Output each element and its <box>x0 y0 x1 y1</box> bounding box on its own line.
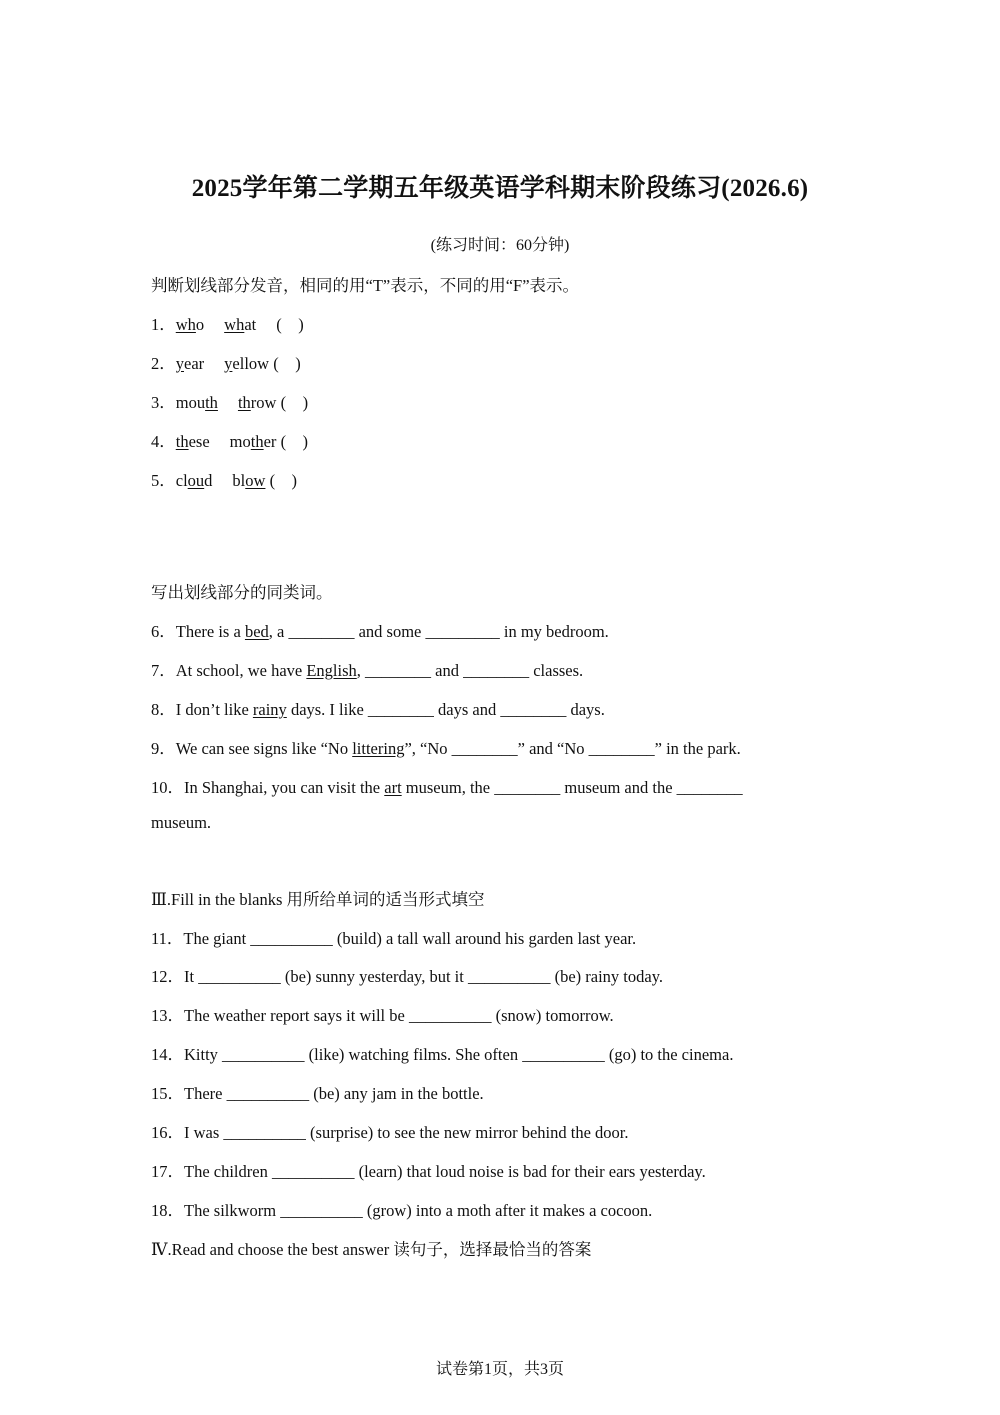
question-16 <box>151 1119 629 1143</box>
word-rest: at <box>244 315 257 334</box>
word-rest: ese <box>188 432 210 451</box>
question-number: 13． <box>151 1006 184 1025</box>
question-text: , a ________ and some _________ in my bedroom. <box>268 622 609 641</box>
question-number: 6． <box>151 622 176 641</box>
underlined-part: th <box>175 432 189 451</box>
question-text: The children __________ (learn) that loud noise is bad for their ears yesterday. <box>184 1162 706 1181</box>
underlined-part: y <box>224 354 233 373</box>
question-15 <box>151 1080 484 1104</box>
underlined-word: rainy <box>252 700 287 719</box>
underlined-part: th <box>250 432 264 451</box>
question-text: In Shanghai, you can visit the <box>184 778 385 797</box>
question-number: 5． <box>151 471 176 490</box>
word-rest: er <box>263 432 277 451</box>
answer-blank[interactable]: ( ) <box>269 471 298 490</box>
question-7 <box>151 657 583 681</box>
question-number: 12． <box>151 967 184 986</box>
question-13 <box>151 1002 614 1026</box>
question-text: , ________ and ________ classes. <box>356 661 584 680</box>
question-number: 15． <box>151 1084 184 1103</box>
word-rest: ear <box>184 354 205 373</box>
page-footer: 试卷第1页，共3页 <box>435 1361 564 1378</box>
question-number: 8． <box>151 700 176 719</box>
answer-blank[interactable]: ( ) <box>280 432 309 451</box>
underlined-part: th <box>205 393 218 412</box>
question-number: 17． <box>151 1162 184 1181</box>
underlined-part: ou <box>187 471 205 490</box>
question-text: Kitty __________ (like) watching films. She often __________ (go) to the cinema. <box>184 1045 734 1064</box>
question-number: 7． <box>151 661 176 680</box>
underlined-word: English <box>306 661 357 680</box>
section3-heading: Ⅲ.Fill in the blanks 用所给单词的适当形式填空 <box>151 890 485 909</box>
question-text: museum, the ________ museum and the ________ <box>401 778 743 797</box>
word-rest: bl <box>232 471 246 490</box>
question-text: We can see signs like “No <box>175 739 353 758</box>
word-rest: ellow <box>232 354 270 373</box>
answer-blank[interactable]: ( ) <box>280 393 309 412</box>
underlined-word: bed <box>244 622 269 641</box>
question-1 <box>151 311 304 335</box>
question-2 <box>151 350 301 374</box>
word-rest: mou <box>175 393 206 412</box>
question-number: 10． <box>151 778 184 797</box>
underlined-part: wh <box>224 315 245 334</box>
question-14 <box>151 1041 733 1065</box>
question-12 <box>151 963 663 987</box>
question-18 <box>151 1197 652 1221</box>
word-rest: o <box>195 315 205 334</box>
answer-blank[interactable]: ( ) <box>273 354 301 373</box>
question-11 <box>151 925 636 949</box>
underlined-part: y <box>175 354 184 373</box>
question-text: The silkworm __________ (grow) into a moth after it makes a cocoon. <box>184 1201 653 1220</box>
question-text: There is a <box>175 622 245 641</box>
question-17 <box>151 1158 706 1182</box>
underlined-word: littering <box>352 739 405 758</box>
question-number: 2． <box>151 354 176 373</box>
question-text: days. I like ________ days and ________ days. <box>286 700 605 719</box>
question-number: 16． <box>151 1123 184 1142</box>
section4-heading: Ⅳ.Read and choose the best answer 读句子，选择最恰当的答案 <box>151 1240 592 1259</box>
question-10-continued: museum. <box>151 813 212 832</box>
question-6 <box>151 618 609 642</box>
question-text: There __________ (be) any jam in the bottle. <box>184 1084 484 1103</box>
question-number: 9． <box>151 739 176 758</box>
page-title: 2025学年第二学期五年级英语学科期末阶段练习(2026.6) <box>191 175 809 202</box>
section2-instruction: 写出划线部分的同类词。 <box>151 583 333 602</box>
question-10 <box>151 774 743 798</box>
question-number: 3． <box>151 393 176 412</box>
question-3 <box>151 389 308 413</box>
question-number: 14． <box>151 1045 184 1064</box>
underlined-word: art <box>384 778 402 797</box>
question-text: The giant __________ (build) a tall wall around his garden last year. <box>183 929 637 948</box>
underlined-part: ow <box>245 471 266 490</box>
question-8 <box>151 696 605 720</box>
underlined-part: th <box>237 393 251 412</box>
question-text: ”, “No ________” and “No ________” in the park. <box>404 739 741 758</box>
question-number: 4． <box>151 432 176 451</box>
question-text: I don’t like <box>175 700 253 719</box>
section1-instruction: 判断划线部分发音，相同的用“T”表示，不同的用“F”表示。 <box>151 276 580 295</box>
question-4 <box>151 428 308 452</box>
question-number: 11． <box>151 929 184 948</box>
answer-blank[interactable]: ( ) <box>276 315 304 334</box>
question-number: 1． <box>151 315 176 334</box>
question-9 <box>151 735 741 759</box>
question-text: It __________ (be) sunny yesterday, but it __________ (be) rainy today. <box>184 967 664 986</box>
word-rest: row <box>250 393 277 412</box>
word-rest: cl <box>175 471 188 490</box>
exam-duration: (练习时间：60分钟) <box>430 237 570 254</box>
word-rest: mo <box>229 432 251 451</box>
word-rest: d <box>204 471 213 490</box>
question-5 <box>151 467 297 491</box>
question-text: At school, we have <box>175 661 307 680</box>
question-number: 18． <box>151 1201 184 1220</box>
underlined-part: wh <box>175 315 196 334</box>
question-text: I was __________ (surprise) to see the new mirror behind the door. <box>184 1123 629 1142</box>
question-text: The weather report says it will be __________ (snow) tomorrow. <box>184 1006 614 1025</box>
